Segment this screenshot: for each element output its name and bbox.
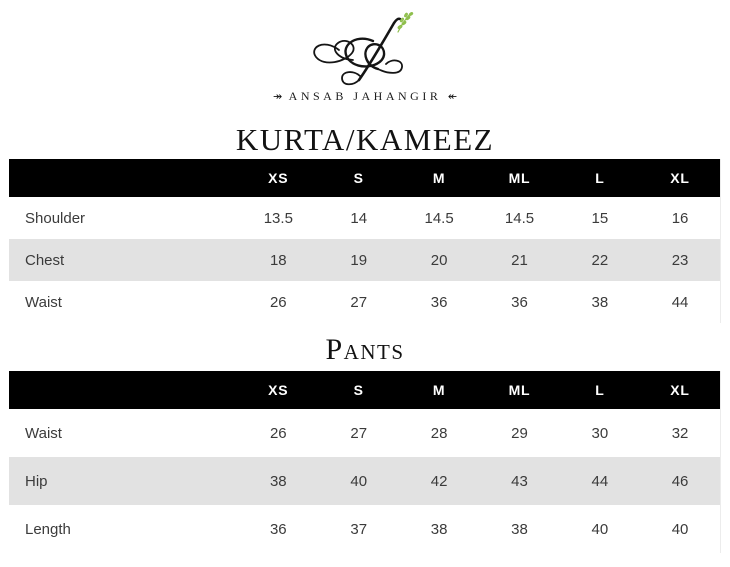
size-column-header-xl: XL: [640, 159, 720, 197]
measurement-label: Waist: [25, 293, 62, 311]
measurement-label: Chest: [25, 251, 65, 269]
size-value-cell: 27: [350, 293, 368, 311]
size-header-blank: [9, 159, 238, 197]
size-value-cell: 42: [430, 472, 448, 490]
size-value-cell: 27: [350, 424, 368, 442]
size-column-header-xl: XL: [640, 371, 720, 409]
size-column-header-s: S: [319, 159, 399, 197]
size-value-cell: 43: [511, 472, 528, 490]
measurement-label: Length: [25, 520, 71, 538]
size-value-cell: 36: [511, 293, 528, 311]
size-column-header-s: S: [319, 371, 399, 409]
size-value-cell: 26: [269, 424, 287, 442]
size-value-cell: 21: [511, 251, 528, 269]
size-value-cell: 23: [671, 251, 689, 269]
size-value-cell: 28: [430, 424, 448, 442]
brand-name-text: ANSAB JAHANGIR: [288, 89, 442, 103]
brand-name: [0, 89, 730, 104]
brand-header: [0, 0, 730, 104]
table-row-waist: [9, 409, 721, 457]
size-value-cell: 44: [591, 472, 609, 490]
table-header-row: [9, 159, 721, 197]
right-arrows-icon: ↞: [447, 91, 458, 103]
size-value-cell: 16: [671, 209, 689, 227]
left-arrows-icon: ↠: [272, 91, 283, 103]
size-value-cell: 40: [591, 520, 609, 538]
size-column-header-ml: ML: [479, 371, 559, 409]
table-row-shoulder: [9, 197, 721, 239]
size-value-cell: 37: [350, 520, 368, 538]
size-value-cell: 38: [591, 293, 609, 311]
size-value-cell: 38: [269, 472, 287, 490]
size-value-cell: 30: [591, 424, 609, 442]
table-row-hip: [9, 457, 721, 505]
size-column-header-l: L: [560, 159, 640, 197]
table-row-length: [9, 505, 721, 553]
section-title-kurta-kameez: KURTA/KAMEEZ: [235, 122, 495, 157]
measurement-label: Shoulder: [25, 209, 86, 227]
size-column-header-m: M: [399, 159, 479, 197]
size-table-kurta-kameez: [9, 159, 721, 323]
size-value-cell: 38: [430, 520, 448, 538]
size-value-cell: 40: [671, 520, 689, 538]
table-row-chest: [9, 239, 721, 281]
size-value-cell: 40: [350, 472, 368, 490]
size-value-cell: 22: [591, 251, 609, 269]
size-value-cell: 14.5: [424, 209, 454, 227]
size-value-cell: 26: [269, 293, 287, 311]
size-column-header-m: M: [399, 371, 479, 409]
brand-monogram-icon: [305, 10, 425, 88]
measurement-label: Hip: [25, 472, 48, 490]
size-value-cell: 32: [671, 424, 689, 442]
size-value-cell: 19: [350, 251, 368, 269]
size-value-cell: 29: [511, 424, 528, 442]
size-column-header-xs: XS: [238, 159, 318, 197]
size-value-cell: 36: [430, 293, 448, 311]
size-value-cell: 46: [671, 472, 689, 490]
size-value-cell: 36: [269, 520, 287, 538]
size-value-cell: 14.5: [504, 209, 535, 227]
size-value-cell: 14: [350, 209, 368, 227]
section-title-pants: Pants: [325, 333, 405, 366]
size-table-pants: [9, 371, 721, 553]
size-value-cell: 13.5: [263, 209, 293, 227]
measurement-label: Waist: [25, 424, 62, 442]
table-row-waist: [9, 281, 721, 323]
leaf-sprig-icon: [398, 12, 413, 32]
size-column-header-l: L: [560, 371, 640, 409]
size-column-header-ml: ML: [479, 159, 559, 197]
size-column-header-xs: XS: [238, 371, 318, 409]
size-value-cell: 18: [269, 251, 287, 269]
size-value-cell: 15: [591, 209, 609, 227]
size-header-blank: [9, 371, 238, 409]
size-value-cell: 38: [511, 520, 528, 538]
size-value-cell: 20: [430, 251, 448, 269]
table-header-row: [9, 371, 721, 409]
size-value-cell: 44: [671, 293, 689, 311]
